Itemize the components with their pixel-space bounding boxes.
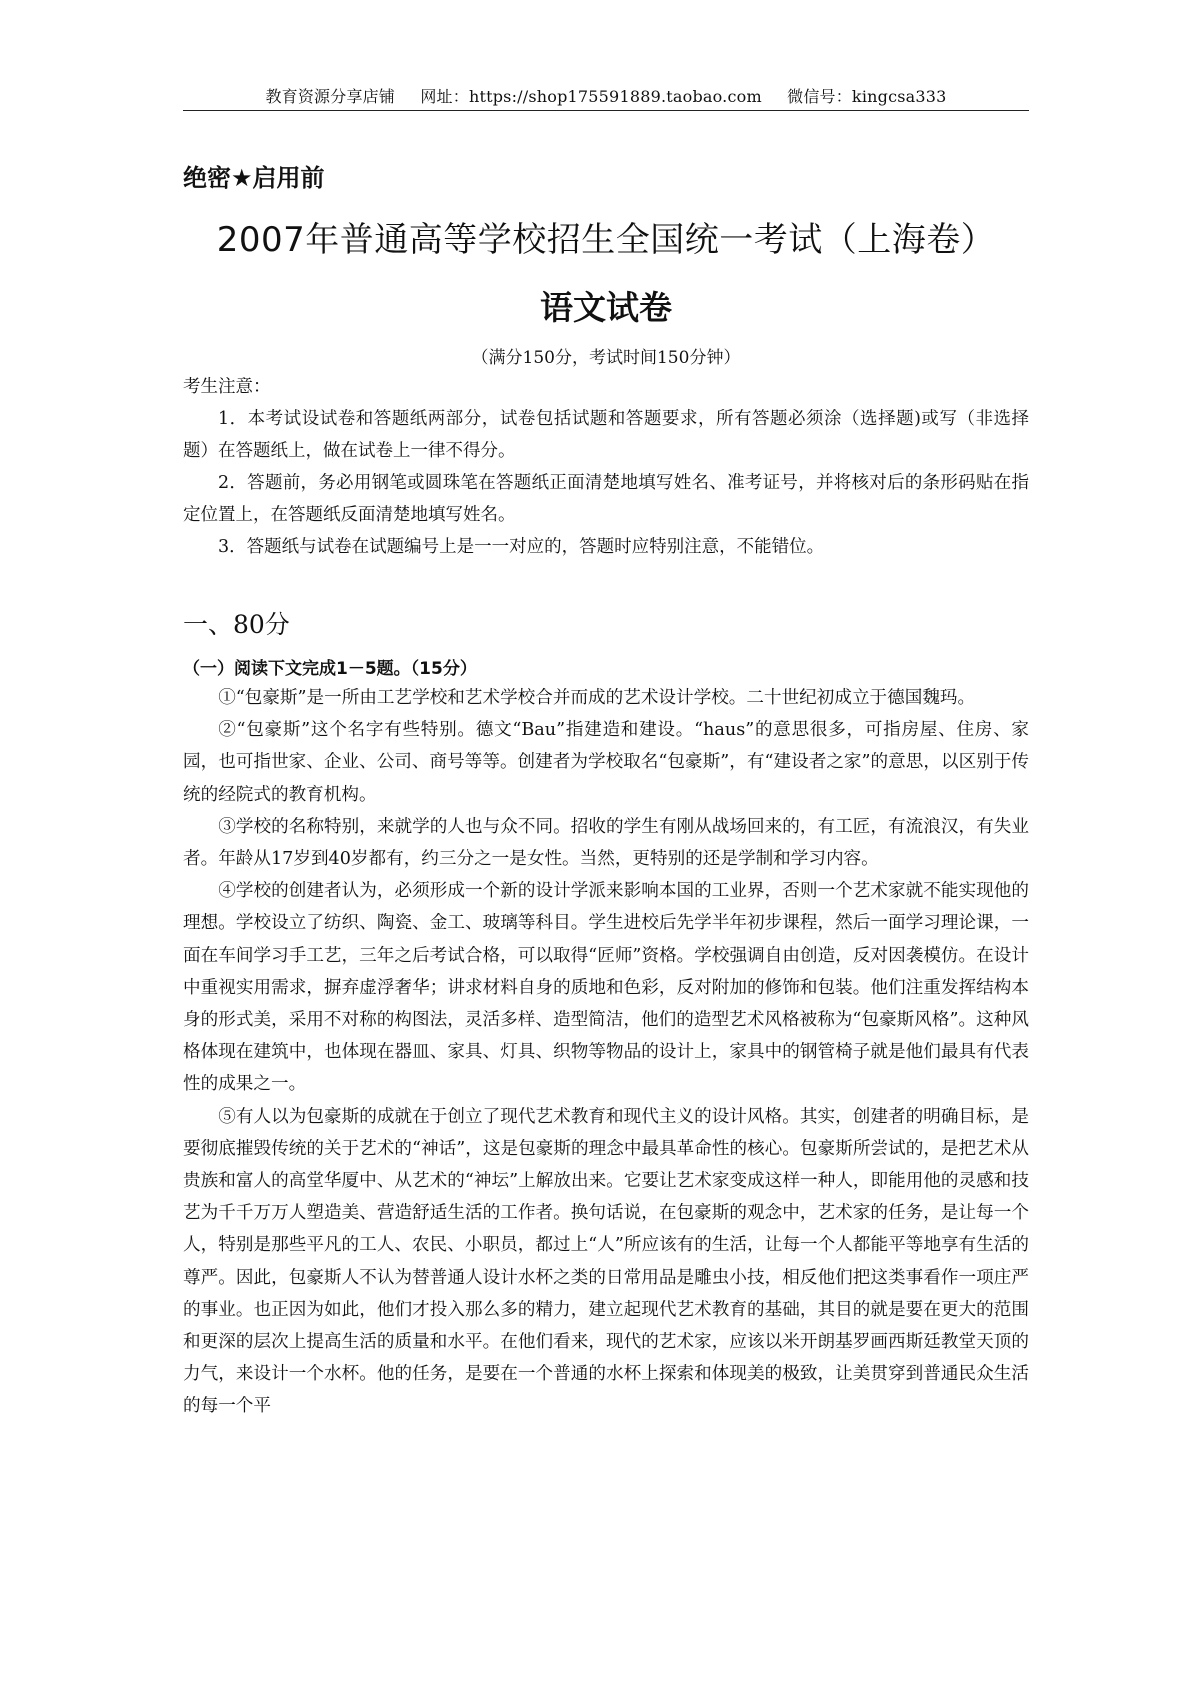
question-group-title: （一）阅读下文完成1－5题。（15分） <box>183 659 477 679</box>
header-divider <box>183 110 1029 111</box>
page-header <box>183 84 1029 107</box>
exam-meta: （满分150分，考试时间150分钟） <box>471 348 741 368</box>
candidate-notice <box>183 371 1029 563</box>
section-heading: 一、80分 <box>183 610 290 639</box>
passage-paragraph: ②“包豪斯”这个名字有些特别。德文“Bau”指建造和建设。“haus”的意思很多，可指房屋、住房、家园，也可指世家、企业、公司、商号等等。创建者为学校取名“包豪斯”，有“建设者之家”的意思，以区别于传统的经院式的教育机构。 <box>183 720 1029 805</box>
passage-paragraph: ③学校的名称特别，来就学的人也与众不同。招收的学生有刚从战场回来的，有工匠，有流浪汉，有失业者。年龄从17岁到40岁都有，约三分之一是女性。当然，更特别的还是学制和学习内容。 <box>183 816 1029 870</box>
passage-paragraph: ④学校的创建者认为，必须形成一个新的设计学派来影响本国的工业界，否则一个艺术家就不能实现他的理想。学校设立了纺织、陶瓷、金工、玻璃等科目。学生进校后先学半年初步课程，然后一面学习理论课，一面在车间学习手工艺，三年之后考试合格，可以取得“匠师”资格。学校强调自由创造，反对因袭模仿。在设计中重视实用需求，摒弃虚浮奢华；讲求材料自身的质地和色彩，反对附加的修饰和包装。他们注重发挥结构本身的形式美，采用不对称的构图法，灵活多样、造型简洁，他们的造型艺术风格被称为“包豪斯风格”。这种风格体现在建筑中，也体现在器皿、家具、灯具、织物等物品的设计上，家具中的钢管椅子就是他们最具有代表性的成果之一。 <box>183 881 1029 1095</box>
notice-label: 考生注意： <box>183 377 271 397</box>
notice-item: 2．答题前，务必用钢笔或圆珠笔在答题纸正面清楚地填写姓名、准考证号，并将核对后的条形码贴在指定位置上，在答题纸反面清楚地填写姓名。 <box>183 473 1029 525</box>
exam-subtitle: 语文试卷 <box>540 288 672 327</box>
shop-website: 网址：https://shop175591889.taobao.com <box>420 87 762 106</box>
exam-title: 2007年普通高等学校招生全国统一考试（上海卷） <box>216 220 996 260</box>
notice-item: 3．答题纸与试卷在试题编号上是一一对应的，答题时应特别注意，不能错位。 <box>218 537 825 557</box>
shop-name: 教育资源分享店铺 <box>265 87 396 106</box>
passage-paragraph: ①“包豪斯”是一所由工艺学校和艺术学校合并而成的艺术设计学校。二十世纪初成立于德国魏玛。 <box>218 688 976 708</box>
notice-item: 1．本考试设试卷和答题纸两部分，试卷包括试题和答题要求，所有答题必须涂（选择题)或写（非选择题）在答题纸上，做在试卷上一律不得分。 <box>183 409 1029 461</box>
passage-paragraph: ⑤有人以为包豪斯的成就在于创立了现代艺术教育和现代主义的设计风格。其实，创建者的明确目标，是要彻底摧毁传统的关于艺术的“神话”，这是包豪斯的理念中最具革命性的核心。包豪斯所尝试的，是把艺术从贵族和富人的高堂华厦中、从艺术的“神坛”上解放出来。它要让艺术家变成这样一种人，即能用他的灵感和技艺为千千万万人塑造美、营造舒适生活的工作者。换句话说，在包豪斯的观念中，艺术家的任务，是让每一个人，特别是那些平凡的工人、农民、小职员，都过上“人”所应该有的生活，让每一个人都能平等地享有生活的尊严。因此，包豪斯人不认为替普通人设计水杯之类的日常用品是雕虫小技，相反他们把这类事看作一项庄严的事业。也正因为如此，他们才投入那么多的精力，建立起现代艺术教育的基础，其目的就是要在更大的范围和更深的层次上提高生活的质量和水平。在他们看来，现代的艺术家，应该以米开朗基罗画西斯廷教堂天顶的力气，来设计一个水杯。他的任务，是要在一个普通的水杯上探索和体现美的极致，让美贯穿到普通民众生活的每一个平 <box>183 1106 1029 1417</box>
shop-wechat: 微信号：kingcsa333 <box>787 87 947 106</box>
reading-passage <box>183 682 1029 1423</box>
confidential-label: 绝密★启用前 <box>183 164 325 192</box>
